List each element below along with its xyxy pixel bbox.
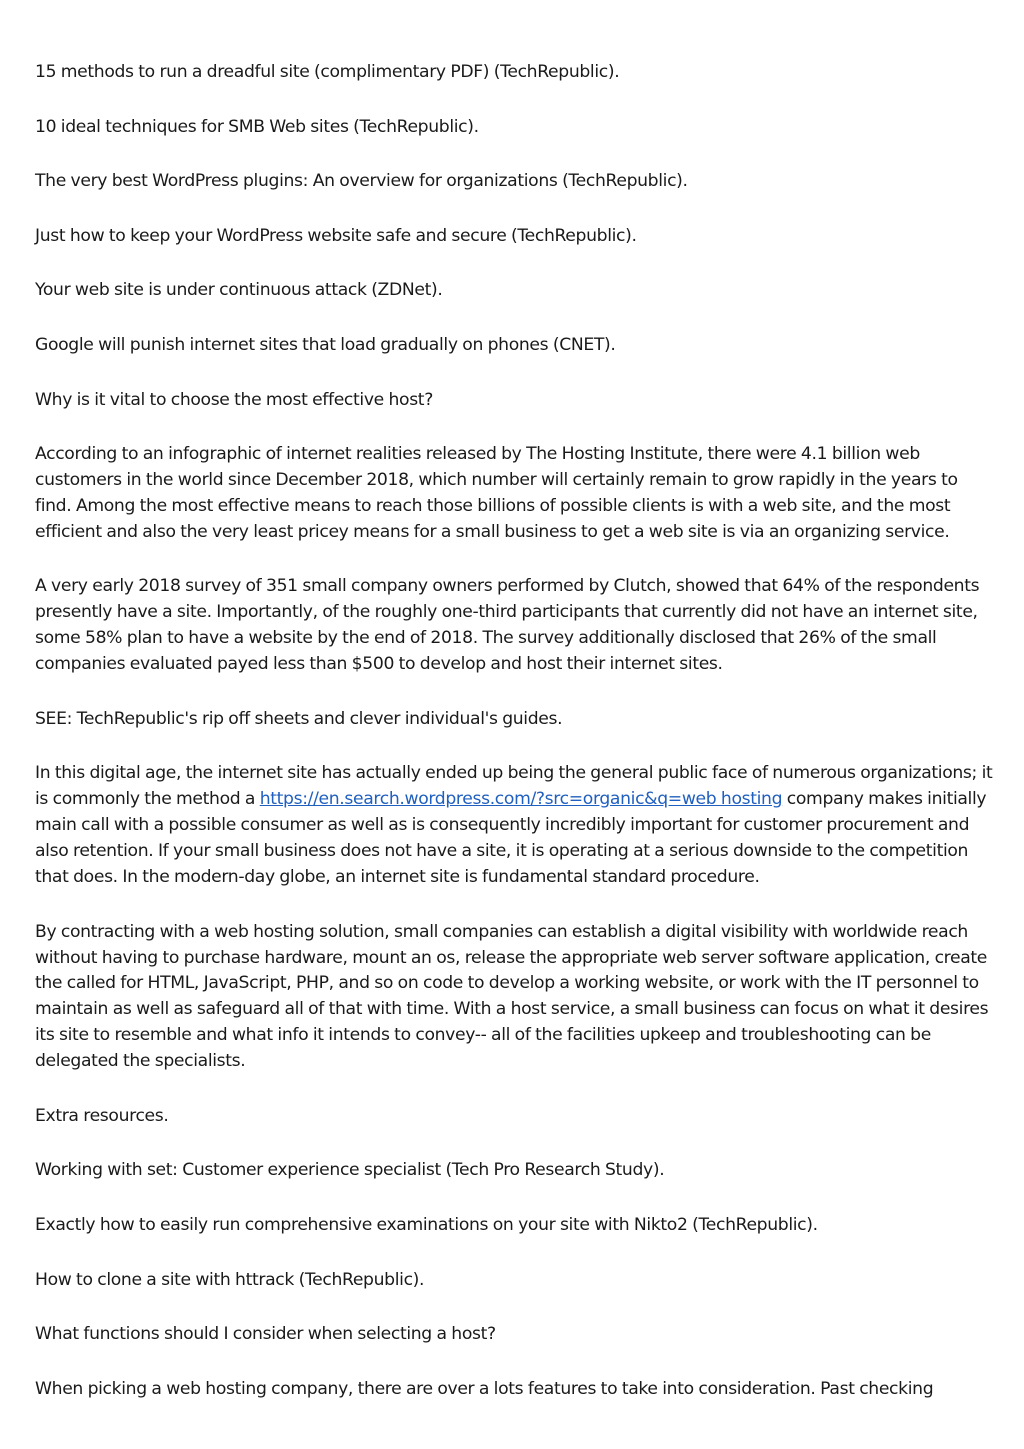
paragraph-clutch-survey: A very early 2018 survey of 351 small company owners performed by Clutch, showed that 64% of the respondents presently have a site. Importantly, of the roughly one-third participants that currently did not have an internet site, some 58% plan to have a website by the end of 2018. The survey additionally disclosed that 26% of the small companies evaluated payed less than $500 to develop and host their internet sites. bbox=[35, 576, 980, 675]
paragraph-google-punish: Google will punish internet sites that load gradually on phones (CNET). bbox=[35, 334, 616, 355]
paragraph-customer-experience: Working with set: Customer experience specialist (Tech Pro Research Study). bbox=[35, 1160, 665, 1181]
paragraph-contracting-hosting: By contracting with a web hosting solution, small companies can establish a digital visibility with worldwide reach without having to purchase hardware, mount an os, release the appropriate web server software application, create the called for HTML, JavaScript, PHP, and so on code to develop a working website, or work with the IT personnel to maintain as well as safeguard all of that with time. With a host service, a small business can focus on what it desires its site to resemble and what info it intends to convey-- all of the facilities upkeep and troubleshooting can be delegated the specialists. bbox=[35, 921, 989, 1072]
paragraph-see-cheat-sheets: SEE: TechRepublic's rip off sheets and clever individual's guides. bbox=[35, 708, 563, 729]
paragraph-smb-techniques: 10 ideal techniques for SMB Web sites (TechRepublic). bbox=[35, 116, 479, 137]
paragraph-dreadful-site: 15 methods to run a dreadful site (complimentary PDF) (TechRepublic). bbox=[35, 62, 620, 82]
paragraph-nikto2: Exactly how to easily run comprehensive examinations on your site with Nikto2 (TechRepublic). bbox=[35, 1214, 818, 1235]
paragraph-httrack: How to clone a site with httrack (TechRepublic). bbox=[35, 1269, 425, 1290]
document-page bbox=[35, 60, 995, 1431]
heading-why-choose-host: Why is it vital to choose the most effective host? bbox=[35, 389, 433, 410]
heading-what-functions: What functions should I consider when selecting a host? bbox=[35, 1324, 496, 1345]
digital-age-text-after: company makes initially main call with a possible consumer as well as is consequently incredibly important for customer procurement and also retention. If your small business does not have a site, it is operating at a serious downside to the competition that does. In the modern-day globe, an internet site is fundamental standard procedure. bbox=[35, 789, 987, 887]
heading-extra-resources: Extra resources. bbox=[35, 1105, 169, 1126]
paragraph-wordpress-security: Just how to keep your WordPress website safe and secure (TechRepublic). bbox=[35, 225, 637, 246]
wordpress-search-link[interactable]: https://en.search.wordpress.com/?src=organic&q=web hosting bbox=[259, 789, 783, 810]
paragraph-continuous-attack: Your web site is under continuous attack (ZDNet). bbox=[35, 280, 443, 301]
paragraph-wordpress-plugins: The very best WordPress plugins: An overview for organizations (TechRepublic). bbox=[35, 171, 688, 192]
paragraph-hosting-institute: According to an infographic of internet realities released by The Hosting Institute, there were 4.1 billion web customers in the world since December 2018, which number will certainly remain to grow rapidly in the years to find. Among the most effective means to reach those billions of possible clients is with a web site, and the most efficient and also the very least pricey means for a small business to get a web site is via an organizing service. bbox=[35, 444, 958, 542]
paragraph-digital-age bbox=[35, 761, 995, 891]
paragraph-picking-host: When picking a web hosting company, there are over a lots features to take into consideration. Past checking bbox=[35, 1378, 934, 1399]
digital-age-text-before: In this digital age, the internet site has actually ended up being the general public face of numerous organizations; it is commonly the method a bbox=[35, 763, 993, 810]
